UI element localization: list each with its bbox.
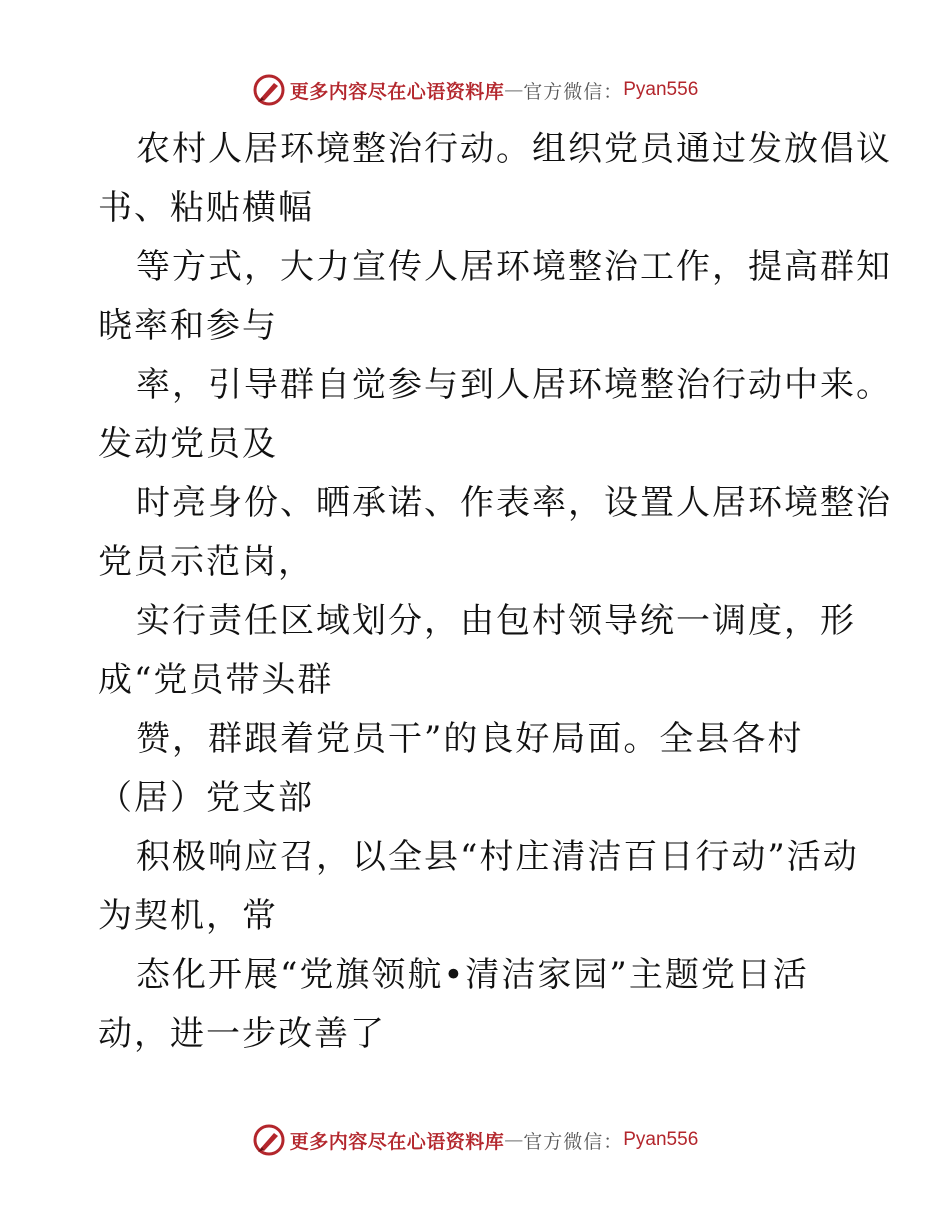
text-line: 率，引导群自觉参与到人居环境整治行动中来。: [136, 365, 892, 405]
text-line: 成“党员带头群: [98, 660, 334, 700]
text-line: 农村人居环境整治行动。组织党员通过发放倡议: [136, 129, 892, 169]
footer-wechat-label: 官方微信：: [523, 1130, 624, 1153]
footer-banner: [0, 1120, 950, 1160]
brand-logo-icon: [252, 73, 286, 107]
text-line: 态化开展“党旗领航•清洁家园”主题党日活: [136, 955, 809, 995]
text-line: 实行责任区域划分，由包村领导统一调度，形: [136, 601, 856, 641]
text-line: 晓率和参与: [98, 306, 278, 346]
footer-wechat-id: Pyan556: [623, 1129, 699, 1150]
brand-logo-icon: [252, 1123, 286, 1157]
footer-separator: —: [504, 1129, 524, 1151]
text-line: 赞，群跟着党员干”的良好局面。全县各村: [136, 719, 804, 759]
text-line: 发动党员及: [98, 424, 278, 464]
body-text: [98, 120, 892, 1064]
text-line: 等方式，大力宣传人居环境整治工作，提高群知: [136, 247, 892, 287]
text-line: 时亮身份、晒承诺、作表率，设置人居环境整治: [136, 483, 892, 523]
text-line: 党员示范岗，: [98, 542, 314, 582]
text-line: （居）党支部: [98, 778, 314, 818]
header-wechat-id: Pyan556: [623, 79, 699, 100]
text-line: 动，进一步改善了: [98, 1014, 386, 1054]
header-wechat-label: 官方微信：: [523, 80, 624, 103]
header-brand-text: 更多内容尽在心语资料库: [289, 80, 505, 103]
text-line: 为契机，常: [98, 896, 278, 936]
text-line: 积极响应召，以全县“村庄清洁百日行动”活动: [136, 837, 859, 877]
header-separator: —: [504, 79, 524, 101]
header-banner: [0, 70, 950, 110]
footer-brand-text: 更多内容尽在心语资料库: [289, 1130, 505, 1153]
text-line: 书、粘贴横幅: [98, 188, 314, 228]
